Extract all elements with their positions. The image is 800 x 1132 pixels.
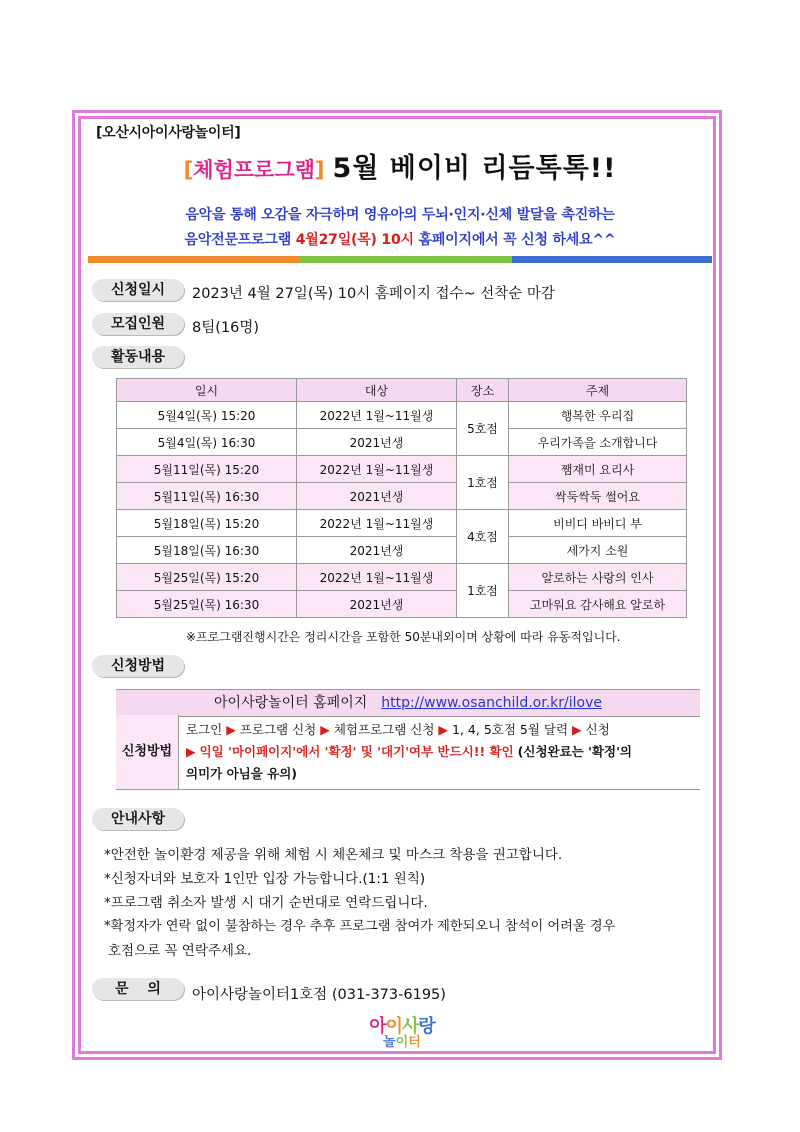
section-label-notice: 안내사항 xyxy=(92,808,184,830)
notice-item: *안전한 놀이환경 제공을 위해 체험 시 체온체크 및 마스크 착용을 권고합니다. xyxy=(104,847,563,863)
apply-confirm-tail xyxy=(186,763,696,785)
table-row xyxy=(117,402,687,429)
description-line-2-date: 4월27일(목) 10시 xyxy=(295,232,414,248)
logo-char: 이 xyxy=(385,1016,402,1037)
description-line-2 xyxy=(0,229,800,249)
aisarang-logo xyxy=(352,1012,452,1052)
row-date: 5월25일(목) 15:20 xyxy=(117,564,297,591)
notice-item: *프로그램 취소자 발생 시 대기 순번대로 연락드립니다. xyxy=(104,895,428,911)
logo-char: 아 xyxy=(369,1016,386,1037)
contact-value: 아이사랑놀이터1호점 (031-373-6195) xyxy=(192,987,446,1003)
row-topic: 우리가족을 소개합니다 xyxy=(509,429,687,456)
logo-char: 놀 xyxy=(383,1035,396,1050)
header-place: 장소 xyxy=(457,379,509,402)
table-row xyxy=(117,429,687,456)
homepage-link[interactable]: http://www.osanchild.or.kr/ilove xyxy=(381,695,602,711)
color-stripe-green xyxy=(300,256,512,263)
apply-site-label: 아이사랑놀이터 홈페이지 xyxy=(214,695,368,711)
row-topic: 행복한 우리집 xyxy=(509,402,687,429)
row-target: 2021년생 xyxy=(297,537,457,564)
table-row xyxy=(117,483,687,510)
row-target: 2021년생 xyxy=(297,483,457,510)
row-date: 5월18일(목) 16:30 xyxy=(117,537,297,564)
row-date: 5월25일(목) 16:30 xyxy=(117,591,297,618)
logo-line-2 xyxy=(352,1031,452,1050)
table-row xyxy=(117,591,687,618)
confirm-note: (신청완료는 '확정'의 xyxy=(517,744,632,759)
apply-homepage-row xyxy=(116,689,700,717)
header-topic: 주제 xyxy=(509,379,687,402)
logo-char: 이 xyxy=(395,1035,409,1050)
header-date: 일시 xyxy=(117,379,297,402)
row-place: 5호점 xyxy=(457,402,509,456)
step-calendar: 1, 4, 5호점 5월 달력 xyxy=(452,722,569,737)
apply-method-steps xyxy=(186,719,696,785)
row-topic: 비비디 바비디 부 xyxy=(509,510,687,537)
apply-date-value: 2023년 4월 27일(목) 10시 홈페이지 접수~ 선착순 마감 xyxy=(192,286,555,302)
confirm-warning: 익일 '마이페이지'에서 '확정' 및 '대기'여부 반드시!! 확인 xyxy=(199,744,514,759)
confirm-note-tail: 의미가 아님을 유의) xyxy=(186,766,298,781)
color-stripe-blue xyxy=(512,256,712,263)
table-row xyxy=(117,564,687,591)
title-subtitle: 체험프로그램 xyxy=(193,158,315,182)
logo-char: 터 xyxy=(408,1035,421,1050)
section-label-apply-date: 신청일시 xyxy=(92,279,184,301)
schedule-table xyxy=(116,378,687,618)
apply-method-label: 신청방법 xyxy=(116,715,179,790)
row-date: 5월4일(목) 15:20 xyxy=(117,402,297,429)
row-topic: 세가지 소원 xyxy=(509,537,687,564)
logo-char: 랑 xyxy=(418,1016,435,1037)
section-label-method: 신청방법 xyxy=(92,655,184,677)
description-line-2-pre: 음악전문프로그램 xyxy=(184,232,296,248)
page-title xyxy=(0,146,800,185)
row-target: 2022년 1월~11월생 xyxy=(297,402,457,429)
table-row xyxy=(117,537,687,564)
arrow-right-icon: ▶ xyxy=(226,722,236,737)
recruit-value: 8팀(16명) xyxy=(192,320,260,336)
arrow-right-icon: ▶ xyxy=(438,722,449,737)
step-program-apply: 프로그램 신청 xyxy=(239,722,317,737)
row-target: 2021년생 xyxy=(297,591,457,618)
row-place: 4호점 xyxy=(457,510,509,564)
step-apply: 신청 xyxy=(585,722,610,737)
step-experience-apply: 체험프로그램 신청 xyxy=(333,722,435,737)
row-date: 5월18일(목) 15:20 xyxy=(117,510,297,537)
description-line-1: 음악을 통해 오감을 자극하며 영유아의 두뇌·인지·신체 발달을 촉진하는 xyxy=(185,207,615,223)
row-place: 1호점 xyxy=(457,456,509,510)
row-target: 2022년 1월~11월생 xyxy=(297,510,457,537)
row-date: 5월11일(목) 16:30 xyxy=(117,483,297,510)
logo-char: 사 xyxy=(402,1016,419,1037)
color-stripe-orange xyxy=(88,256,300,263)
arrow-right-icon: ▶ xyxy=(186,744,196,759)
row-target: 2021년생 xyxy=(297,429,457,456)
notice-item: *확정자가 연락 없이 불참하는 경우 추후 프로그램 참여가 제한되오니 참석이 어려울 경우 xyxy=(104,919,616,934)
table-row xyxy=(117,510,687,537)
row-target: 2022년 1월~11월생 xyxy=(297,564,457,591)
description-line-2-post: 홈페이지에서 꼭 신청 하세요^^ xyxy=(413,232,616,248)
notice-item: *신청자녀와 보호자 1인만 입장 가능합니다.(1:1 원칙) xyxy=(104,871,426,887)
arrow-right-icon: ▶ xyxy=(572,722,582,737)
row-date: 5월11일(목) 15:20 xyxy=(117,456,297,483)
schedule-note: ※프로그램진행시간은 정리시간을 포함한 50분내외이며 상황에 따라 유동적입니다. xyxy=(186,630,621,644)
title-main: 5월 베이비 리듬톡톡!! xyxy=(332,153,617,184)
title-bracket-close: ] xyxy=(314,158,325,182)
section-label-contact: 문 의 xyxy=(92,978,184,1000)
title-bracket-open: [ xyxy=(183,158,194,182)
row-topic: 쨈재미 요리사 xyxy=(509,456,687,483)
row-date: 5월4일(목) 16:30 xyxy=(117,429,297,456)
row-topic: 알로하는 사랑의 인사 xyxy=(509,564,687,591)
table-row xyxy=(117,456,687,483)
row-topic: 싹둑싹둑 썰어요 xyxy=(509,483,687,510)
schedule-header-row xyxy=(117,379,687,402)
apply-table-bottom-border xyxy=(178,789,700,790)
apply-steps-line xyxy=(186,719,696,741)
notice-item: 호점으로 꼭 연락주세요. xyxy=(108,943,252,959)
organization-tag: [오산시아이사랑놀이터] xyxy=(96,125,241,141)
row-place: 1호점 xyxy=(457,564,509,618)
header-target: 대상 xyxy=(297,379,457,402)
section-label-recruit: 모집인원 xyxy=(92,313,184,335)
apply-confirm-line xyxy=(186,741,696,763)
step-login: 로그인 xyxy=(186,722,223,737)
row-target: 2022년 1월~11월생 xyxy=(297,456,457,483)
section-label-activity: 활동내용 xyxy=(92,346,184,368)
arrow-right-icon: ▶ xyxy=(320,722,330,737)
row-topic: 고마워요 감사해요 알로하 xyxy=(509,591,687,618)
